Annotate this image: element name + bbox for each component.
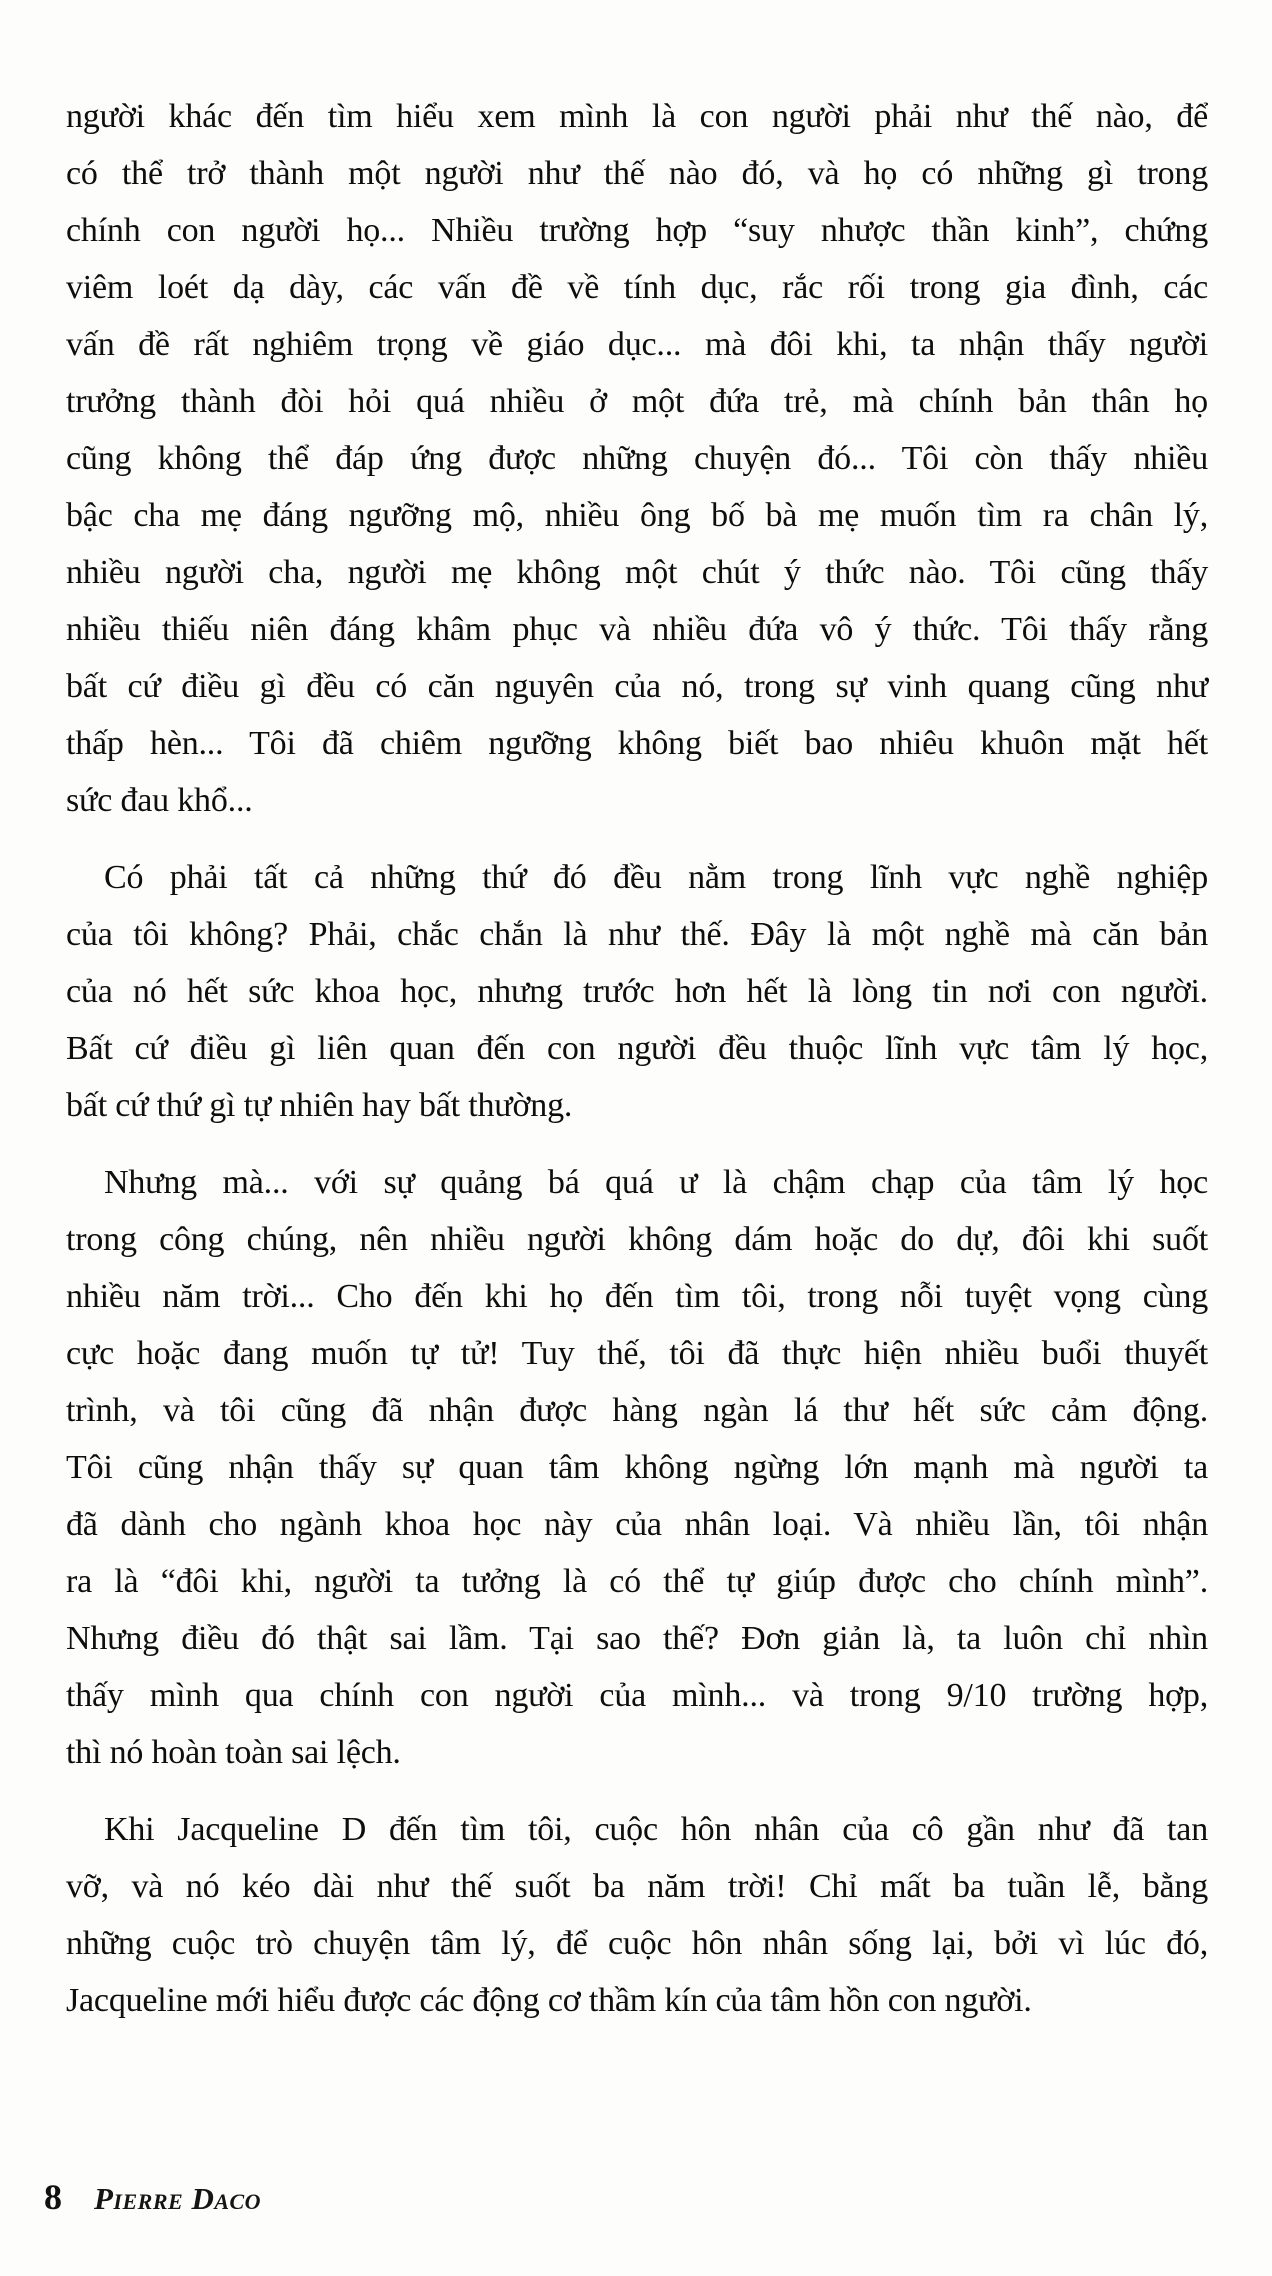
- text-line: nhiều người cha, người mẹ không một chút ý thức nào. Tôi cũng thấy: [66, 554, 1208, 591]
- text-line: Có phải tất cả những thứ đó đều nằm trong lĩnh vực nghề nghiệp: [104, 859, 1208, 896]
- paragraph: [66, 88, 1208, 829]
- text-line: nhiều năm trời... Cho đến khi họ đến tìm tôi, trong nỗi tuyệt vọng cùng: [66, 1278, 1208, 1315]
- text-line: thấy mình qua chính con người của mình... và trong 9/10 trường hợp,: [66, 1677, 1208, 1714]
- text-line: bất cứ điều gì đều có căn nguyên của nó, trong sự vinh quang cũng như: [66, 668, 1208, 705]
- running-title: Pierre Daco: [94, 2181, 262, 2216]
- text-line: Khi Jacqueline D đến tìm tôi, cuộc hôn nhân của cô gần như đã tan: [104, 1811, 1208, 1848]
- text-line: sức đau khổ...: [66, 782, 253, 819]
- page-footer: [44, 2176, 261, 2218]
- text-line: bất cứ thứ gì tự nhiên hay bất thường.: [66, 1087, 573, 1124]
- text-line: trưởng thành đòi hỏi quá nhiều ở một đứa trẻ, mà chính bản thân họ: [66, 383, 1208, 420]
- text-line: vấn đề rất nghiêm trọng về giáo dục... mà đôi khi, ta nhận thấy người: [66, 326, 1208, 363]
- text-line: Bất cứ điều gì liên quan đến con người đều thuộc lĩnh vực tâm lý học,: [66, 1030, 1208, 1067]
- text-line: của nó hết sức khoa học, nhưng trước hơn hết là lòng tin nơi con người.: [66, 973, 1208, 1010]
- text-line: cực hoặc đang muốn tự tử! Tuy thế, tôi đã thực hiện nhiều buổi thuyết: [66, 1335, 1208, 1372]
- text-line: Nhưng mà... với sự quảng bá quá ư là chậm chạp của tâm lý học: [104, 1164, 1208, 1201]
- text-line: nhiều thiếu niên đáng khâm phục và nhiều đứa vô ý thức. Tôi thấy rằng: [66, 611, 1208, 648]
- paragraph: [66, 849, 1208, 1134]
- text-line: ra là “đôi khi, người ta tưởng là có thể tự giúp được cho chính mình”.: [66, 1563, 1208, 1600]
- text-line: những cuộc trò chuyện tâm lý, để cuộc hôn nhân sống lại, bởi vì lúc đó,: [66, 1925, 1208, 1962]
- page-body: [66, 88, 1208, 2049]
- text-line: Tôi cũng nhận thấy sự quan tâm không ngừng lớn mạnh mà người ta: [66, 1449, 1208, 1486]
- text-line: thấp hèn... Tôi đã chiêm ngưỡng không biết bao nhiêu khuôn mặt hết: [66, 725, 1208, 762]
- text-line: cũng không thể đáp ứng được những chuyện đó... Tôi còn thấy nhiều: [66, 440, 1208, 477]
- text-line: trình, và tôi cũng đã nhận được hàng ngàn lá thư hết sức cảm động.: [66, 1392, 1208, 1429]
- text-line: người khác đến tìm hiểu xem mình là con người phải như thế nào, để: [66, 98, 1208, 135]
- text-line: chính con người họ... Nhiều trường hợp “suy nhược thần kinh”, chứng: [66, 212, 1208, 249]
- text-line: vỡ, và nó kéo dài như thế suốt ba năm trời! Chỉ mất ba tuần lễ, bằng: [66, 1868, 1208, 1905]
- text-line: bậc cha mẹ đáng ngưỡng mộ, nhiều ông bố bà mẹ muốn tìm ra chân lý,: [66, 497, 1208, 534]
- text-line: Nhưng điều đó thật sai lầm. Tại sao thế? Đơn giản là, ta luôn chỉ nhìn: [66, 1620, 1208, 1657]
- text-line: viêm loét dạ dày, các vấn đề về tính dục, rắc rối trong gia đình, các: [66, 269, 1208, 306]
- text-line: đã dành cho ngành khoa học này của nhân loại. Và nhiều lần, tôi nhận: [66, 1506, 1208, 1543]
- page-number: 8: [44, 2177, 62, 2217]
- paragraph: [66, 1801, 1208, 2029]
- text-line: có thể trở thành một người như thế nào đó, và họ có những gì trong: [66, 155, 1208, 192]
- text-line: trong công chúng, nên nhiều người không dám hoặc do dự, đôi khi suốt: [66, 1221, 1208, 1258]
- text-line: thì nó hoàn toàn sai lệch.: [66, 1734, 401, 1771]
- text-line: Jacqueline mới hiểu được các động cơ thầm kín của tâm hồn con người.: [66, 1982, 1032, 2019]
- text-line: của tôi không? Phải, chắc chắn là như thế. Đây là một nghề mà căn bản: [66, 916, 1208, 953]
- paragraph: [66, 1154, 1208, 1781]
